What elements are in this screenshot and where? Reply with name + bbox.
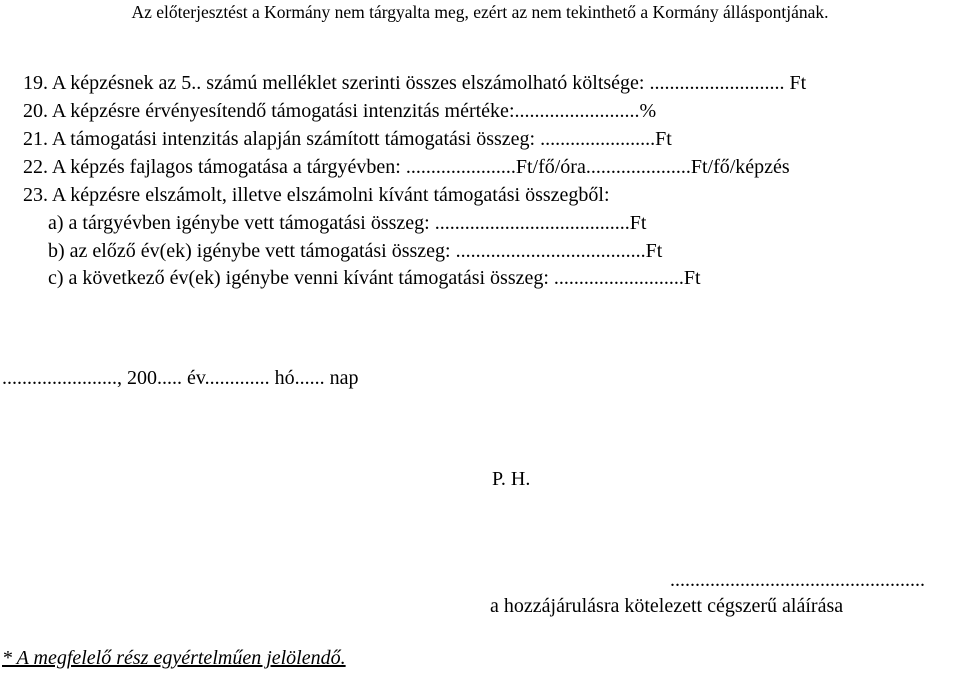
item-23-c: c) a következő év(ek) igénybe venni kívánt támogatási összeg: ..........................Ft [48, 267, 701, 289]
date-line: ......................., 200..... év............. hó...... nap [2, 367, 359, 389]
signature-line: ................................................... [670, 569, 925, 591]
item-23: 23. A képzésre elszámolt, illetve elszámolni kívánt támogatási összegből: [23, 184, 610, 206]
footnote: * A megfelelő rész egyértelműen jelölendő. [2, 647, 346, 669]
item-22: 22. A képzés fajlagos támogatása a tárgyévben: ......................Ft/fő/óra.....................Ft/fő/képzés [23, 156, 790, 178]
item-23-b: b) az előző év(ek) igénybe vett támogatási összeg: ......................................Ft [48, 240, 663, 262]
signature-label: a hozzájárulásra kötelezett cégszerű aláírása [490, 595, 844, 617]
item-21: 21. A támogatási intenzitás alapján számított támogatási összeg: .......................Ft [23, 128, 672, 150]
stamp-placeholder: P. H. [492, 468, 531, 490]
item-23-a: a) a tárgyévben igénybe vett támogatási összeg: .......................................Ft [48, 212, 647, 234]
item-19: 19. A képzésnek az 5.. számú melléklet szerinti összes elszámolható költsége: ........................... Ft [23, 72, 807, 94]
item-20: 20. A képzésre érvényesítendő támogatási intenzitás mértéke:.........................% [23, 100, 657, 122]
disclaimer-header: Az előterjesztést a Kormány nem tárgyalta meg, ezért az nem tekinthető a Kormány álláspontjának. [131, 2, 829, 22]
